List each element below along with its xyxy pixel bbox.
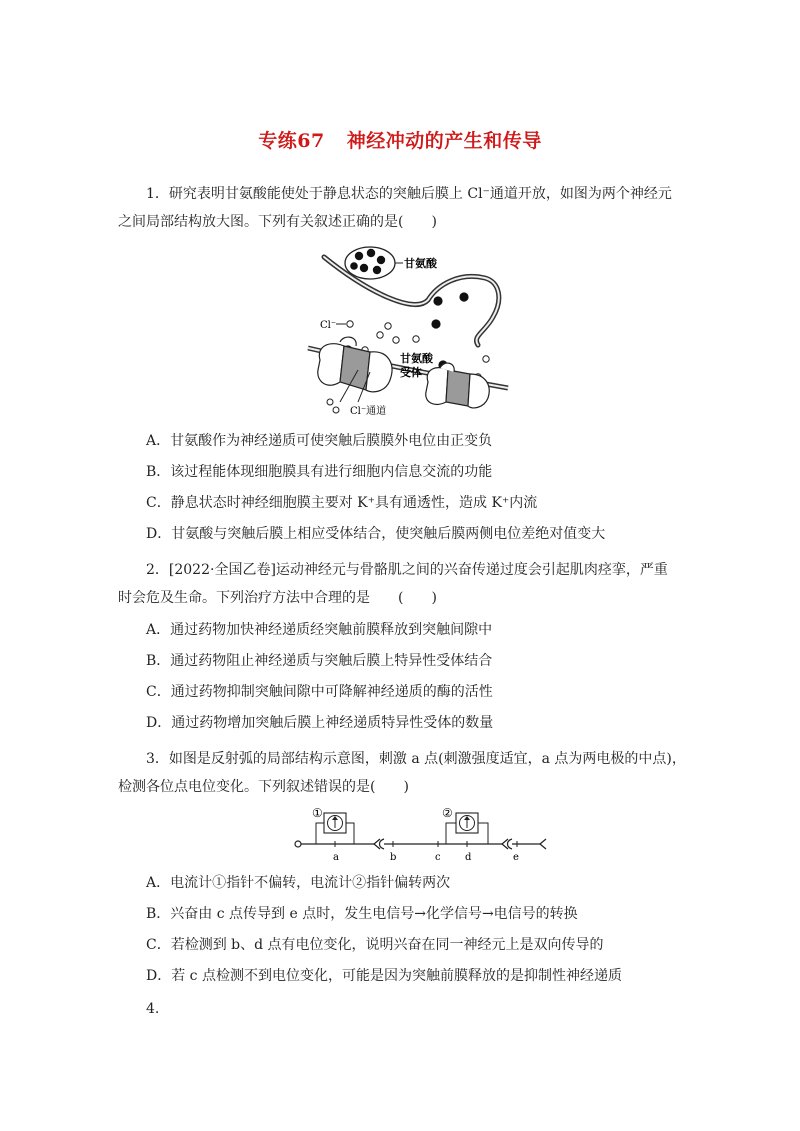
receptor-label-1: 甘氨酸	[400, 352, 433, 365]
q2-option-a: A．通过药物加快神经递质经突触前膜释放到突触间隙中	[146, 622, 493, 638]
page-title	[0, 126, 800, 153]
cl-channel-label: Cl⁻通道	[350, 406, 387, 417]
q3-option-b: B．兴奋由 c 点传导到 e 点时，发生电信号→化学信号→电信号的转换	[146, 906, 578, 922]
title-prefix: 专练67	[258, 130, 325, 152]
q3-option-a: A．电流计①指针不偏转，电流计②指针偏转两次	[146, 875, 451, 891]
point-a: a	[333, 852, 339, 863]
synapse-figure	[300, 242, 510, 418]
point-d: d	[465, 852, 472, 863]
glycine-label: 甘氨酸	[404, 257, 437, 270]
q2-option-c: C．通过药物抑制突触间隙中可降解神经递质的酶的活性	[146, 684, 493, 700]
q2-option-d: D．通过药物增加突触后膜上神经递质特异性受体的数量	[146, 715, 494, 731]
point-e: e	[513, 852, 519, 863]
q3-option-d: D．若 c 点检测不到电位变化，可能是因为突触前膜释放的是抑制性神经递质	[146, 968, 622, 984]
q1-option-a: A．甘氨酸作为神经递质可使突触后膜膜外电位由正变负	[146, 433, 493, 449]
q3-stem-line2: 检测各位点电位变化。下列叙述错误的是( )	[118, 779, 409, 795]
point-c: c	[435, 852, 441, 863]
cl-ion-label: Cl⁻	[320, 320, 337, 331]
q1-option-d: D．甘氨酸与突触后膜上相应受体结合，使突触后膜两侧电位差绝对值变大	[146, 526, 606, 542]
q1-option-b: B．该过程能体现细胞膜具有进行细胞内信息交流的功能	[146, 464, 493, 480]
q1-stem-line1: 1．研究表明甘氨酸能使处于静息状态的突触后膜上 Cl⁻通道开放，如图为两个神经元	[146, 186, 672, 202]
q3-option-c: C．若检测到 b、d 点有电位变化，说明兴奋在同一神经元上是双向传导的	[146, 937, 604, 953]
q1-stem-line2: 之间局部结构放大图。下列有关叙述正确的是( )	[118, 214, 437, 230]
receptor-label-2: 受体	[400, 366, 422, 379]
reflex-arc-figure	[290, 803, 550, 865]
q3-stem-line1: 3．如图是反射弧的局部结构示意图，刺激 a 点(刺激强度适宜，a 点为两电极的中点)，	[146, 751, 686, 767]
meter1-label: ①	[312, 806, 323, 820]
glycine-receptor-1	[318, 337, 392, 392]
q1-option-c: C．静息状态时神经细胞膜主要对 K⁺具有通透性，造成 K⁺内流	[146, 495, 538, 511]
glycine-receptor-2	[426, 363, 489, 408]
q2-stem-line1: 2．[2022·全国乙卷]运动神经元与骨骼肌之间的兴奋传递过度会引起肌肉痉挛，严重	[146, 562, 668, 578]
q4-number: 4.	[146, 1001, 160, 1017]
q2-option-b: B．通过药物阻止神经递质与突触后膜上特异性受体结合	[146, 653, 493, 669]
meter2-label: ②	[442, 806, 453, 820]
title-main: 神经冲动的产生和传导	[346, 130, 542, 152]
point-b: b	[390, 852, 397, 863]
q2-stem-line2: 时会危及生命。下列治疗方法中合理的是 ( )	[118, 590, 437, 606]
